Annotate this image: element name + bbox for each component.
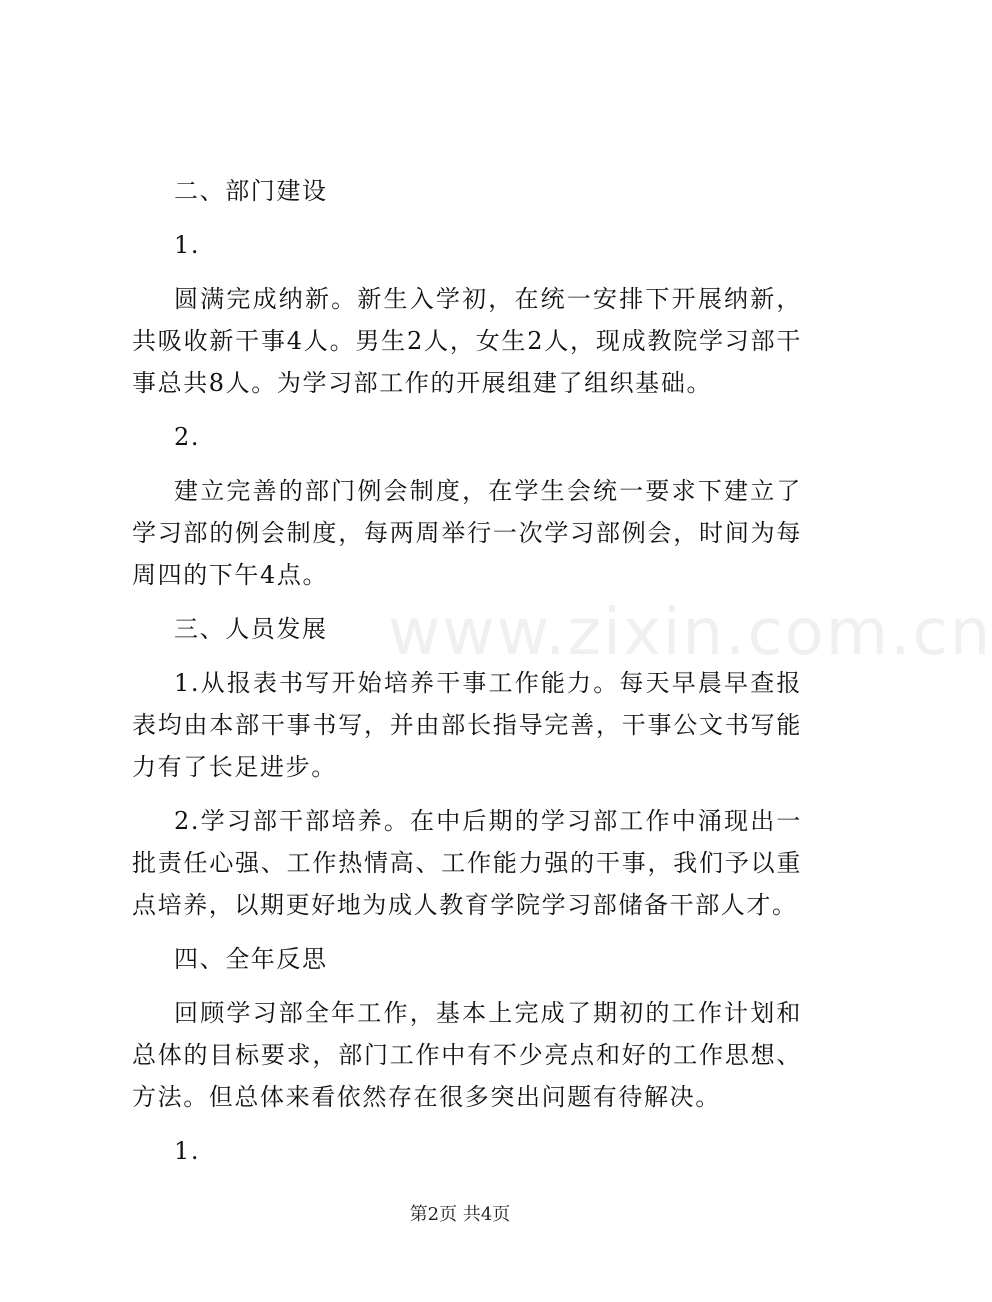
section-heading: 三、人员发展 bbox=[174, 615, 328, 643]
paragraph: 回顾学习部全年工作，基本上完成了期初的工作计划和总体的目标要求，部门工作中有不少亮点和好的工作思想、方法。但总体来看依然存在很多突出问题有待解决。 bbox=[132, 999, 802, 1111]
paragraph: 建立完善的部门例会制度，在学生会统一要求下建立了学习部的例会制度，每两周举行一次学习部例会，时间为每周四的下午4点。 bbox=[132, 477, 802, 589]
section-heading: 四、全年反思 bbox=[174, 945, 328, 973]
paragraph: 圆满完成纳新。新生入学初，在统一安排下开展纳新，共吸收新干事4人。男生2人，女生2人，现成教院学习部干事总共8人。为学习部工作的开展组建了组织基础。 bbox=[132, 285, 802, 397]
section-heading: 二、部门建设 bbox=[174, 177, 328, 205]
list-number: 1. bbox=[174, 1137, 201, 1165]
watermark: www.zixin.com.cn bbox=[388, 596, 992, 670]
paragraph: 1.从报表书写开始培养干事工作能力。每天早晨早查报表均由本部干事书写，并由部长指导完善，干事公文书写能力有了长足进步。 bbox=[132, 669, 802, 781]
list-number: 1. bbox=[174, 231, 201, 259]
page-footer: 第2页 共4页 bbox=[409, 1204, 511, 1225]
paragraph: 2.学习部干部培养。在中后期的学习部工作中涌现出一批责任心强、工作热情高、工作能力强的干事，我们予以重点培养，以期更好地为成人教育学院学习部储备干部人才。 bbox=[132, 807, 802, 919]
list-number: 2. bbox=[174, 423, 201, 451]
document-body bbox=[132, 170, 802, 1184]
